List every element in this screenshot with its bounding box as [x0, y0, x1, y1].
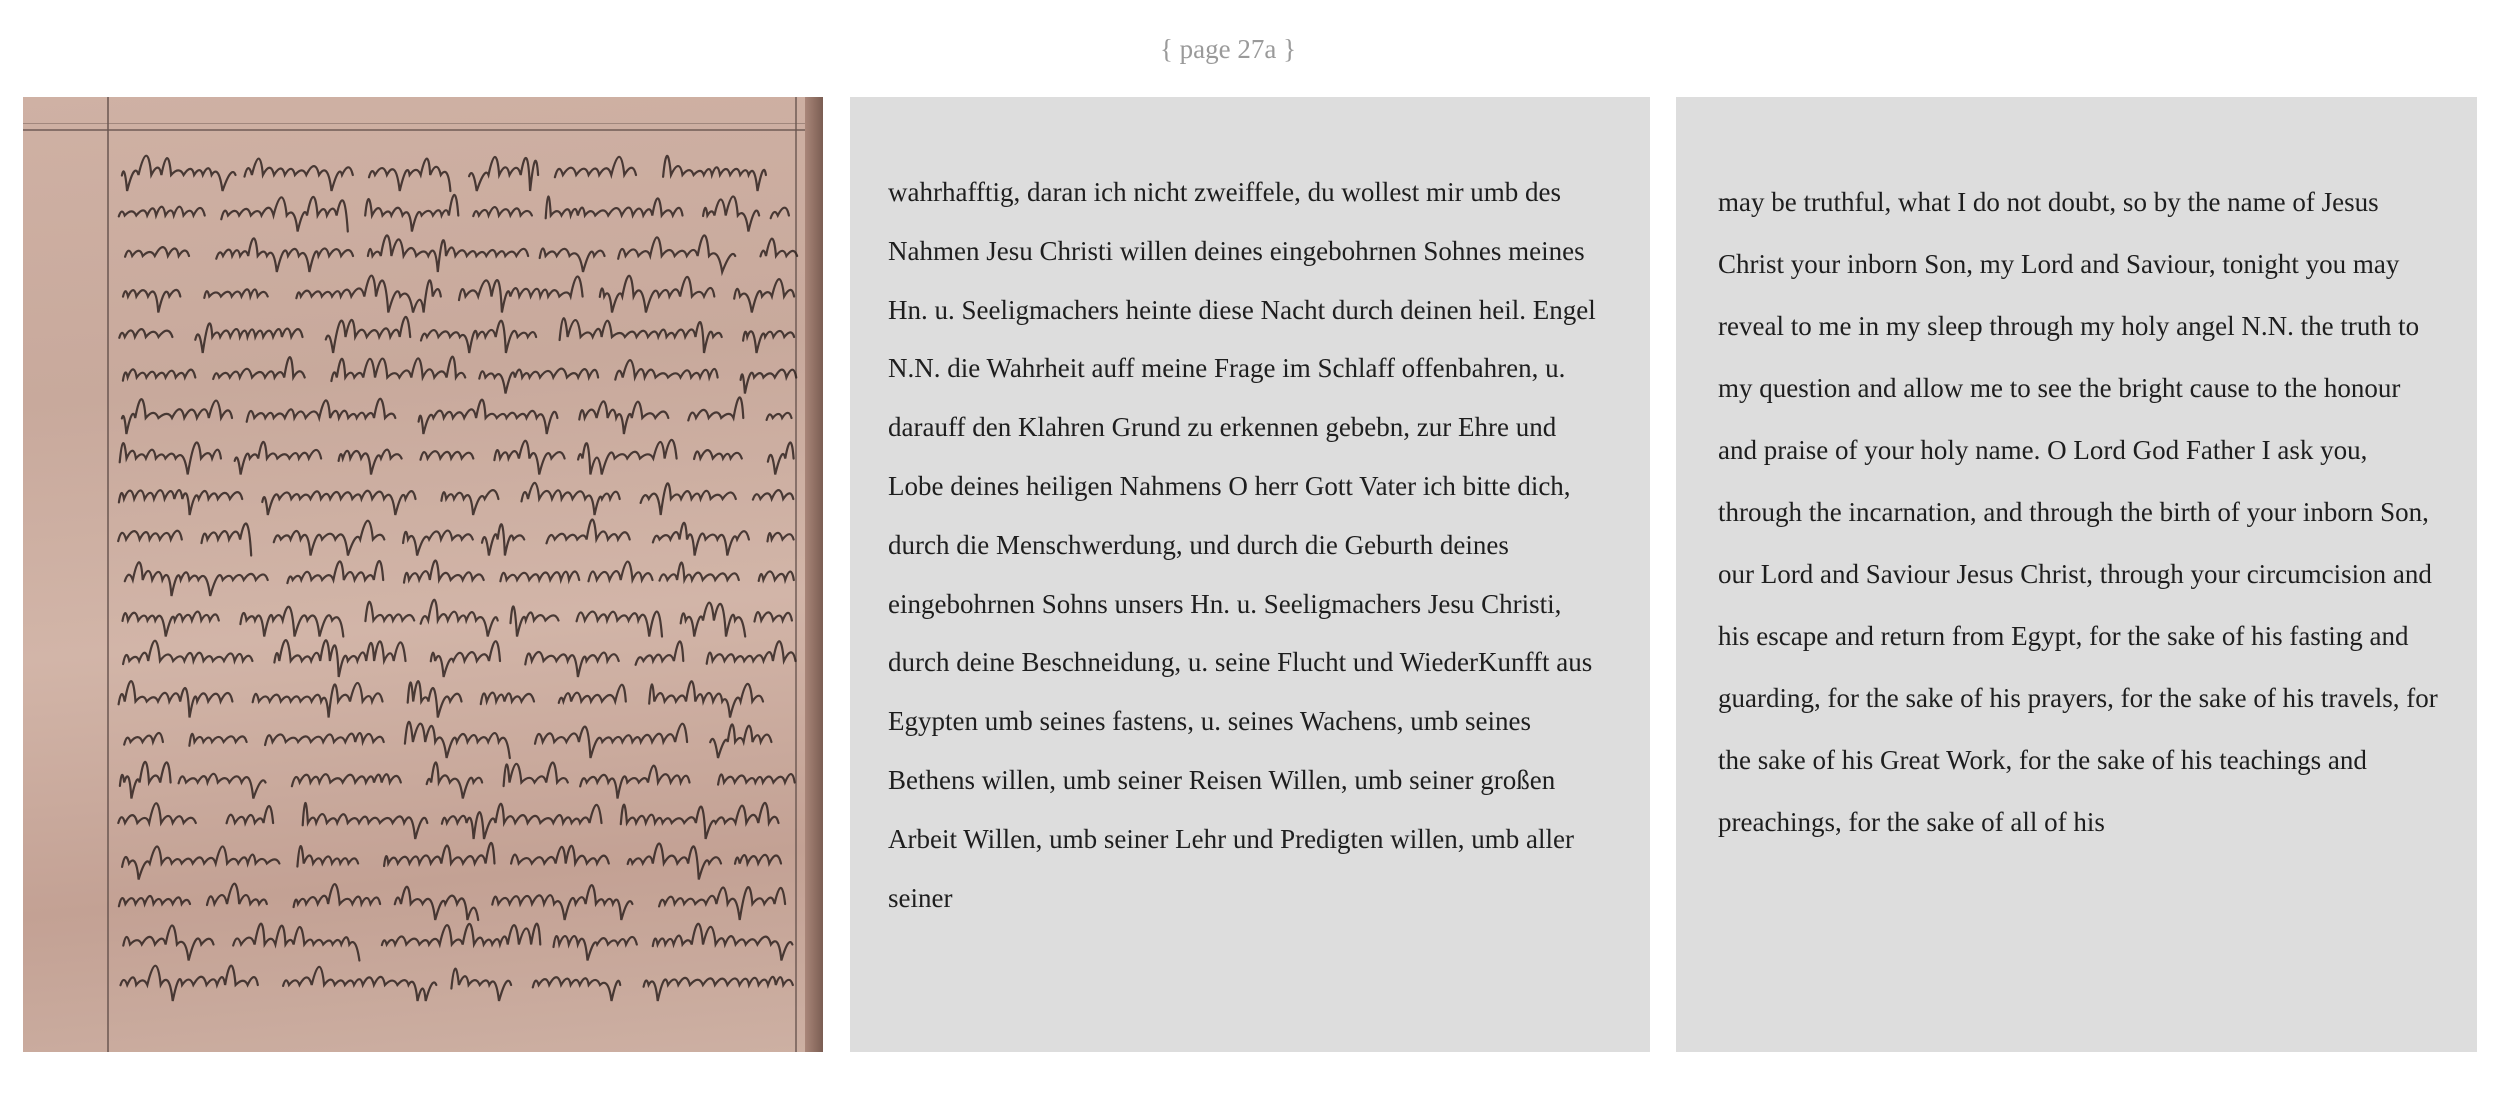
handwriting-line [125, 235, 797, 272]
translation-panel [1676, 97, 2477, 1052]
transcription-text: wahrhafftig, daran ich nicht zweiffele, du wollest mir umb des Nahmen Jesu Christi willen deines eingebohrnen Sohnes meines Hn. u. Seeligmachers heinte diese Nacht durch deinen heil. Engel N.N. die Wahrheit auff meine Frage im Schlaff offenbahren, u. darauff den Klahren Grund zu erkennen gebebn, zur Ehre und Lobe deines heiligen Nahmens O herr Gott Vater ich bitte dich, durch die Menschwerdung, und durch die Geburth deines eingebohrnen Sohns unsers Hn. u. Seeligmachers Jesu Christi, durch deine Beschneidung, u. seine Flucht und WiederKunfft aus Egypten umb seines fastens, u. seines Wachens, umb seines Bethens willen, umb seiner Reisen Willen, umb seiner großen Arbeit Willen, umb seiner Lehr und Predigten willen, umb aller seiner [888, 177, 1596, 913]
handwriting-line [121, 966, 793, 1001]
page-label: { page 27a } [1159, 34, 1297, 64]
handwriting-line [123, 600, 792, 637]
handwriting-line [119, 884, 785, 920]
handwriting-line [119, 483, 793, 515]
handwriting-line [120, 762, 795, 799]
manuscript-scan [23, 97, 823, 1052]
handwriting-line [125, 561, 794, 597]
transcription-panel [850, 97, 1650, 1052]
handwriting-line [119, 317, 794, 353]
handwriting-line [119, 195, 789, 232]
handwriting-line [120, 440, 794, 475]
handwriting-line [122, 156, 766, 191]
handwriting-line [122, 843, 781, 880]
handwriting-line [119, 681, 763, 717]
handwriting-line [123, 276, 794, 313]
handwriting-line [118, 520, 793, 556]
handwriting-line [118, 803, 778, 839]
handwriting-line [123, 357, 796, 394]
translation-text: may be truthful, what I do not doubt, so by the name of Jesus Christ your inborn Son, my Lord and Saviour, tonight you may reveal to me in my sleep through my holy angel N.N. the truth to my question and allow me to see the bright cause to the honour and praise of your holy name. O Lord God Father I ask you, through the incarnation, and through the birth of your inborn Son, our Lord and Saviour Jesus Christ, through your circumcision and his escape and return from Egypt, for the sake of his fasting and guarding, for the sake of his prayers, for the sake of his travels, for the sake of his Great Work, for the sake of his teachings and preachings, for the sake of all of his [1718, 187, 2438, 837]
handwriting-line [122, 397, 792, 434]
handwriting-line [123, 924, 792, 961]
handwriting-strokes [23, 97, 823, 1052]
handwriting-line [124, 722, 771, 758]
handwriting-line [123, 640, 795, 677]
